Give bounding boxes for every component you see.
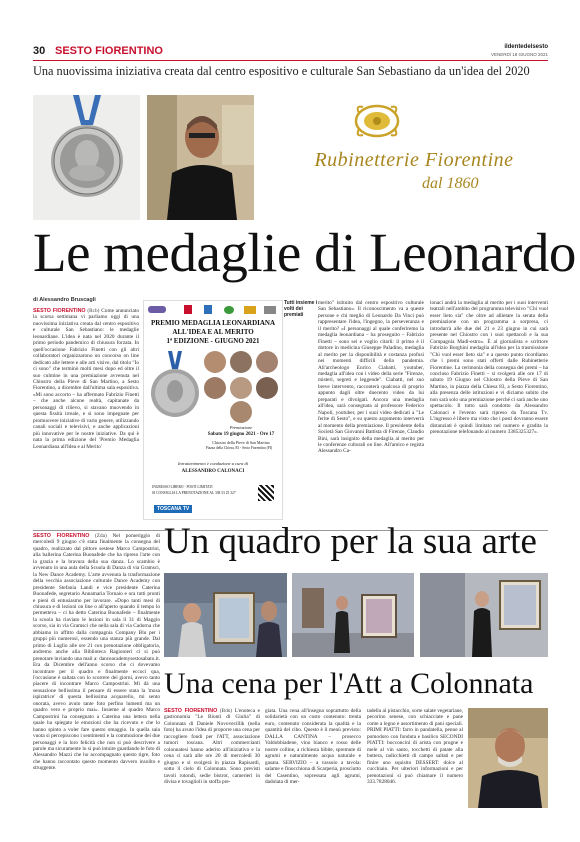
section-title: SESTO FIORENTINO (55, 45, 163, 57)
poster-place: Chiostro della Pieve di San Martino (212, 440, 270, 445)
faucet-logo-icon (353, 101, 401, 141)
poster-info: INGRESSO LIBERO - POSTI LIMITATI (152, 485, 213, 489)
story2-body: Nel pomeriggio di mercoledì 9 giugno c'è stata finalmente la consegna del quadro, realizzato dal pittore sestese Marco Campostrini, alla ballerina Caterina Buonafede che ha ripreso l'arte con la grazia e la bravura della sua danza. Lo scambio è avvenuto in una aula della Scuola di Danza di via Gramsci, la New Dance Academy. L'arte avvenuta la trasformazione della vecchia associazione culturale Dance Academy con presidente Stefania Landi e vice presidente Caterina Buonafede, segretario Annamaria Tornaio e ora tutti pronti e pieni di entusiasmo per lavorare. «Dopo tanti mesi di chiusura e di lezioni on line o all'aperto quando il tempo lo permetteva – ci ha detto Caterina Buonafede – finalmente la scuola ha riaviato le lezioni in sala il 31 di Maggio scorso, sia in via Gramsci che nella sala di via Cadorna che abbiamo in affitto dalla compagnia Company Blu per i gruppi più numerosi, essendo una stanza più grande. Dal primo di Luglio alle ore 21 con prenotazione obbligatoria, andremo anche alla Biblioteca Ragionieri ci si può prenotare inviando una mail a: danceacademysestosabato.it. Era da Dicembre dell'anno scorso che ci dovevamo incontrare per il quadro e finalmente eccoci qua, l'occasione è saltata con lo scorrere dei giorni, avevo tanto piacere di incontrare Marco Campostrini. Mi dà una sensazione bellissima il pensare di essere stata la 'musa ispiratrice' di questa bellissima acquarello, mi sento onorata, avevo avuto tante foto perfino lumenti ma un quadro vero e proprio mai». Insieme al quadro Marco Campostrini ha consegnato a Caterina una lettera nella quale ha spiegato le emozioni che ha ricevuto e che lo hanno spinto a voler fare questo omaggio. In quella sala vuota si percepiscono i sentimenti e la commozione dei due personaggi e la loro felicità che non si può descrivere a parole ma sicuramente lo si può intuire guardando le foto di Alessandro Mazzi che ho accompagnato questo tigre, foto che hanno raccontato questo momento davvero insolito e struggente. (33, 533, 160, 772)
poster-address: Piazza della Chiesa, 83 - Sesto Fiorentino (FI) (205, 446, 273, 450)
story3-column-2 (265, 708, 361, 838)
dance-photo-1 (164, 573, 287, 657)
header-rule (33, 60, 548, 61)
story3-paragraph-1: L'enoteca e gastronomia "Le Bionti di Giulia" di Colonnata di Daniele Novovecillik (nella foto) ha avuto l'idea di proporre una cena per raccogliere fondi per l'ATT, associazione tumori toscana. Altri commercianti colonnatesi hanno aderito all'iniziativa e la cena ci sarà alle ore 20 di mercoledì 30 giugno e si svolgerà in piazza Rapisardi, sotto il cielo di Colonnata. Sono previsti tavoli rotondi, sedie bistrot, camerieri in divisa e tovaglioli in stoffa pre- (164, 708, 260, 785)
owner-photo (468, 708, 548, 808)
poster-title-1: PREMIO MEDAGLIA LEONARDIANA (150, 319, 276, 327)
story1-tag: SESTO FIORENTINO (33, 308, 86, 314)
logo-line2: dal 1860 (422, 175, 479, 192)
poster-title-2: ALL'IDEA E AL MERITO (172, 328, 254, 336)
kicker: Una nuovissima iniziativa creata dal centro espositivo e culturale San Sebastiano da un'idea del 2020 (33, 64, 530, 78)
poster-host-name: ALESSANDRO CALONACI (181, 469, 245, 474)
rubinetterie-logo (262, 95, 548, 220)
headline-medaglie: Le medaglie di Leonardo (33, 222, 576, 283)
poster-date: Sabato 19 giugno 2021 - Ore 17 (207, 432, 275, 437)
poster-portraits (204, 351, 278, 423)
page-number: 30 (33, 45, 46, 57)
poster-label: Premiazione (229, 425, 253, 430)
poster-qr (258, 485, 274, 501)
story1-paragraph-1: Come annunciato la scorsa settimana vi parliamo oggi di una nuovissima iniziativa creata dal centro espositivo e culturale San Sebastiano: le medaglie leonardiane. L'idea è nata nel 2020 durante il primo periodo pandemico di chiusura forzata. In quell'occasione Fabrizio Finetti con gli altri collaboratori organizzarono un concorso on line dedicato alle lettere e alle arti visive, dal titolo "Io ci sono" che terminò molti mesi dopo ed oltre il suo culmine in una premiazione avvenuta nel Chiostro della Pieve di San Martino, a Sesto Fiorentino, a dicembre dall'ultima sala espositiva. «Mi sono accorto – ha affermato Fabrizio Finetti – che anche alcune realtà, capitanate da personaggi di rilievo, si stavano muovendo in questa fissità irreale, e si sono impegnate per promuovere iniziative di vario genere, utilizzando canali sociali e televisivi, e anche applicazioni più innovative per le nostre iniziative. Da qui è nata la prima edizione del 'Premio Medaglia Leonardiana all'Idea e al Merito' (33, 308, 139, 450)
story1-column-1 (33, 308, 139, 530)
man-photo (147, 95, 254, 220)
story1-paragraph-3: lonaci andrà la medaglia al merito per i suoi interventi teatrali nell'ambito del programma televisivo "Chi vuol esser lieto sia" che oltre ad allietare la serata della premiazione con un programma a sorpresa, ci introdurrà alle due del 21 e 23 giugno in cui sarà presente nel Chiostro con i suoi spettacoli e la sua Compagnia Madì-estro». È al giornalista e scrittore Fabrizio Borghini medaglia all'idea per la trasmissione "Chi vuol esser lieto sia" e a questo punto ricordiamo che i premi sono stati offerti dalle Rubinetterie Fiorentine. La cerimonia della consegna dei premi – ha concluso Fabrizio Finetti – si svolgerà alle ore 17 di sabato 19 Giugno nel Chiostro della Pieve di San Martino, in piazza della Chiesa 83, a Sesto Fiorentino, alla presenza delle istituzioni e vi diciamo subito che non sarà solo una premiazione perché ci sarà anche uno spettacolo. Il tutto sarà condotto da Alessandro Calonaci e l'evento sarà ripreso da Toscana Tv. L'ingresso è libero ma visto che i posti dovranno essere distanziati è quindi limitato nel numero e gradita la prenotazione telefonando al numero 3385325327». (430, 300, 548, 436)
story3-paragraph-3: tadella al pistacchio, sorte salate vegetariane, pecorino senese, con schiacciate e pane come a legno e assortimento di pani speciali. PRIMI PIATTI: farro in pandatella, penne al pomodoro con fonduta e basilico SECONDI PIATTI: bocconcini di arista con prugne e mele al vin santo, tocchetti di patate alla buttera, radicchietti di campo saltati e per finire uno squisito DESSERT: dolce al cucchiaio. Per ulteriori informazioni e per prenotazioni si può chiamare il numero 333.7828046. (367, 708, 463, 785)
medal-photo (33, 95, 140, 220)
story3-tag: SESTO FIORENTINO (164, 708, 218, 714)
dance-photo-3 (420, 573, 548, 657)
story1-paragraph-2: merito" istituito dal centro espositivo culturale San Sebastiano». Il riconoscimento va a queste persone e chi meglio di Leonardo Da Vinci può rappresentare l'idea, l'ingegno, la perseveranza e il merito? «I personaggi al quale conferiremo la medaglia leonardiana – ha proseguito – Fabrizio Finetti – sono sei e voglio citarli: il primo è il dottore in medicina Giuseppe Paladino, medaglia al merito per la disponibilità e costanza profusi nei momenti difficili della pandemia. All'archeologo Enrico Ciabatti, youtuber, medaglia all'idea con i video della serie "Firenze, misteri, segreti e leggende". Ciabatti, nel suo breve intervento, racconterà qualcosa di proprio appunto dagli oltre duecento video da lui preparati e divulgati. Ancora una medaglia all'idea, sarà consegnata al professore Federico Napoli, youtuber, per i suoi video dedicati a "Le ferite di Sesto", e su questo argomento interverrà al momento della premiazione. Il presidente della Società San Giovanni Battista di Firenze, Claudio Bini, sarà insignito della medaglia al merito per le conferenze culturali on line. All'amico e regista Alessandro Ca- (318, 300, 424, 455)
story1-column-3 (430, 300, 548, 528)
story1-column-2 (318, 300, 424, 528)
story3-column-1 (164, 708, 260, 838)
event-poster (143, 300, 283, 520)
story1-tag-note: (Rcb) (87, 308, 100, 314)
headline-cena: Una cena per l'Att a Colonnata (164, 667, 534, 700)
headline-quadro: Un quadro per la sua arte (164, 521, 537, 562)
paper-name: ildentedelsesto (504, 44, 548, 50)
poster-phone: SI CONSIGLIA LA PRENOTAZIONE AL 338 53 25 327 (152, 491, 236, 495)
poster-host: Intrattenimento e conduzione a cura di (177, 461, 249, 466)
byline: di Alessandro Bruscagli (33, 297, 96, 303)
poster-tv-logo: TOSCANA TV (154, 505, 192, 513)
story2-text (33, 533, 160, 815)
dance-photo-2 (292, 573, 414, 657)
logo-line1: Rubinetterie Fiorentine (314, 149, 514, 171)
story2-tag-note: (Zda) (95, 533, 107, 539)
issue-date: VENERDÌ 18 GIUGNO 2021 (490, 52, 548, 57)
poster-title-3: 1ª EDIZIONE - GIUGNO 2021 (166, 337, 260, 345)
sponsor-logos (148, 304, 278, 316)
story3-column-3 (367, 708, 463, 838)
poster-caption: Tutti insieme i volti dei premiati (284, 300, 318, 318)
poster-medal (150, 351, 200, 423)
story2-tag: SESTO FIORENTINO (33, 533, 90, 539)
page-header (33, 44, 548, 60)
story3-tag-note: (Bdn) (219, 708, 233, 714)
story3-paragraph-2: giata. Una cena all'insegna soprattutto della solidarietà con un costo contenuto: trenta euro, contenuto considerata la qualità e la quantità del cibo. Questo è il menù previsto: DALLA CANTINA – prosecco Valdobbiadene, vino bianco e rosso delle nostre colline, a richiesta bibite, spremute di agrumi e naturalmente acqua naturale e gasata. SERVIZIO – a vassoio a tavola: salame e finocchiona di Scarperia, prosciutto del Casentino, sopressata agli agrumi, dadolata di mer- (265, 708, 361, 785)
